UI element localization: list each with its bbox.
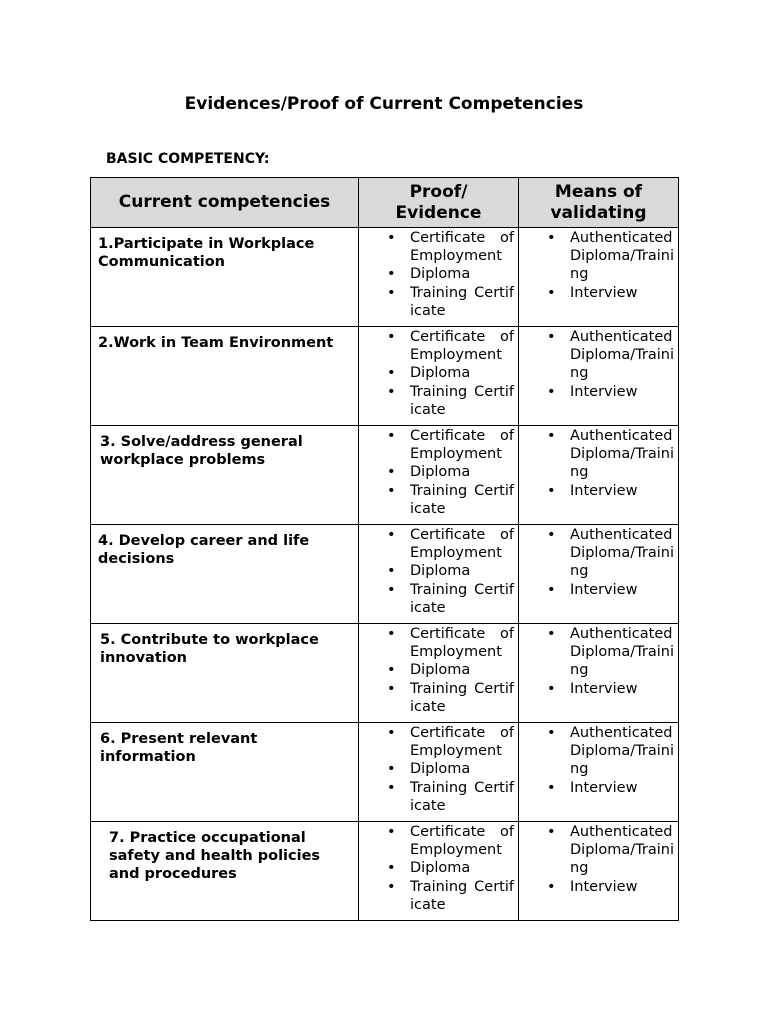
proof-item: • Diploma — [359, 463, 518, 481]
table-body — [91, 228, 679, 921]
competency-cell: 1.Participate in Workplace Communication — [91, 228, 359, 327]
competency-table — [90, 177, 679, 921]
competency-cell: 5. Contribute to workplace innovation — [91, 624, 359, 723]
proof-item: • Diploma — [359, 760, 518, 778]
means-item: • Authenticated Diploma/Training — [519, 427, 678, 482]
means-cell — [519, 327, 679, 426]
means-list — [519, 624, 678, 698]
proof-item: • Training Certificate — [359, 878, 518, 914]
means-cell — [519, 525, 679, 624]
proof-item: • Diploma — [359, 562, 518, 580]
means-item: • Authenticated Diploma/Training — [519, 526, 678, 581]
proof-item: • Training Certificate — [359, 581, 518, 617]
means-list — [519, 228, 678, 302]
means-list — [519, 822, 678, 896]
means-list — [519, 426, 678, 500]
means-item: • Interview — [519, 284, 678, 302]
proof-item: • Training Certificate — [359, 284, 518, 320]
section-label: BASIC COMPETENCY: — [106, 151, 270, 167]
means-item: • Authenticated Diploma/Training — [519, 625, 678, 680]
proof-item: • Certificate of Employment — [359, 427, 518, 463]
means-item: • Interview — [519, 383, 678, 401]
means-cell — [519, 426, 679, 525]
proof-list — [359, 822, 518, 914]
means-item: • Interview — [519, 878, 678, 896]
proof-item: • Diploma — [359, 859, 518, 877]
proof-item: • Training Certificate — [359, 383, 518, 419]
competency-cell: 7. Practice occupational safety and health policies and procedures — [91, 822, 359, 921]
table-row — [91, 525, 679, 624]
page-title: Evidences/Proof of Current Competencies — [184, 94, 584, 114]
competency-cell: 6. Present relevant information — [91, 723, 359, 822]
header-proof-evidence: Proof/ Evidence — [359, 178, 519, 228]
proof-item: • Certificate of Employment — [359, 823, 518, 859]
means-item: • Interview — [519, 680, 678, 698]
proof-list — [359, 525, 518, 617]
competency-cell: 3. Solve/address general workplace problems — [91, 426, 359, 525]
proof-list — [359, 624, 518, 716]
proof-item: • Certificate of Employment — [359, 625, 518, 661]
means-list — [519, 525, 678, 599]
proof-cell — [359, 624, 519, 723]
means-item: • Authenticated Diploma/Training — [519, 724, 678, 779]
proof-list — [359, 723, 518, 815]
means-list — [519, 327, 678, 401]
means-item: • Authenticated Diploma/Training — [519, 229, 678, 284]
proof-item: • Diploma — [359, 364, 518, 382]
header-means-of-validating: Means of validating — [519, 178, 679, 228]
means-cell — [519, 822, 679, 921]
proof-item: • Certificate of Employment — [359, 724, 518, 760]
proof-cell — [359, 228, 519, 327]
proof-item: • Training Certificate — [359, 482, 518, 518]
table-row — [91, 624, 679, 723]
proof-list — [359, 228, 518, 320]
means-item: • Interview — [519, 482, 678, 500]
means-cell — [519, 624, 679, 723]
proof-cell — [359, 822, 519, 921]
means-item: • Authenticated Diploma/Training — [519, 823, 678, 878]
proof-item: • Diploma — [359, 265, 518, 283]
proof-item: • Diploma — [359, 661, 518, 679]
table-row — [91, 327, 679, 426]
header-current-competencies: Current competencies — [91, 178, 359, 228]
table-row — [91, 822, 679, 921]
table-row — [91, 723, 679, 822]
proof-cell — [359, 327, 519, 426]
competency-cell: 2.Work in Team Environment — [91, 327, 359, 426]
header-row — [91, 178, 679, 228]
competency-cell: 4. Develop career and life decisions — [91, 525, 359, 624]
means-list — [519, 723, 678, 797]
proof-item: • Certificate of Employment — [359, 229, 518, 265]
proof-item: • Certificate of Employment — [359, 526, 518, 562]
proof-item: • Certificate of Employment — [359, 328, 518, 364]
table-row — [91, 426, 679, 525]
table-row — [91, 228, 679, 327]
means-cell — [519, 723, 679, 822]
means-cell — [519, 228, 679, 327]
means-item: • Interview — [519, 581, 678, 599]
proof-item: • Training Certificate — [359, 779, 518, 815]
proof-list — [359, 327, 518, 419]
proof-cell — [359, 723, 519, 822]
table-header — [91, 178, 679, 228]
means-item: • Interview — [519, 779, 678, 797]
proof-list — [359, 426, 518, 518]
proof-cell — [359, 525, 519, 624]
means-item: • Authenticated Diploma/Training — [519, 328, 678, 383]
proof-item: • Training Certificate — [359, 680, 518, 716]
proof-cell — [359, 426, 519, 525]
